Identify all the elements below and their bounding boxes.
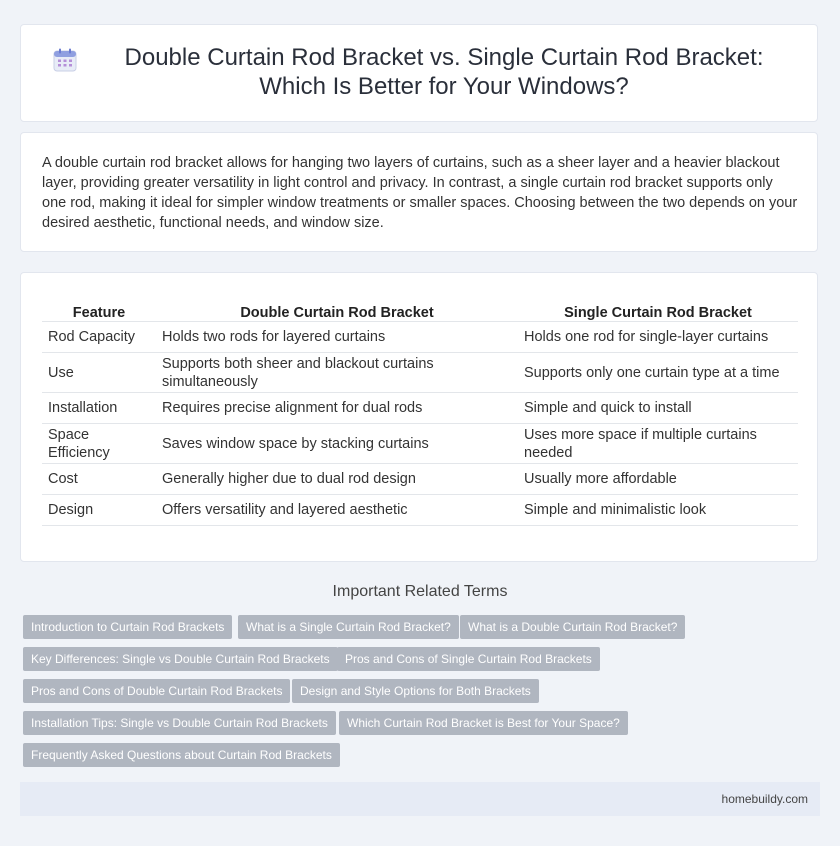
table-cell: Design (42, 495, 156, 526)
page-title: Double Curtain Rod Bracket vs. Single Curtain Rod Bracket: Which Is Better for Your Windows? (124, 44, 764, 100)
tag-pros-cons-single[interactable]: Pros and Cons of Single Curtain Rod Brackets (337, 647, 600, 671)
tag-double-definition[interactable]: What is a Double Curtain Rod Bracket? (460, 615, 685, 639)
tag-introduction[interactable]: Introduction to Curtain Rod Brackets (23, 615, 232, 639)
table-row (42, 353, 798, 393)
table-cell: Supports both sheer and blackout curtains simultaneously (156, 353, 518, 393)
table-row (42, 464, 798, 495)
tag-pros-cons-double[interactable]: Pros and Cons of Double Curtain Rod Brackets (23, 679, 290, 703)
table-cell: Space Efficiency (42, 424, 156, 464)
table-cell: Simple and quick to install (518, 393, 798, 424)
comparison-card (20, 272, 818, 562)
tag-faq[interactable]: Frequently Asked Questions about Curtain Rod Brackets (23, 743, 340, 767)
table-cell: Requires precise alignment for dual rods (156, 393, 518, 424)
table-cell: Offers versatility and layered aesthetic (156, 495, 518, 526)
intro-paragraph: A double curtain rod bracket allows for hanging two layers of curtains, such as a sheer layer and a heavier blackout layer, providing greater versatility in light control and privacy. In contrast, a single curtain rod bracket supports only one rod, making it ideal for simpler window treatments or smaller spaces. Choosing between the two depends on your desired aesthetic, functional needs, and window size. (42, 155, 798, 231)
tag-design-style[interactable]: Design and Style Options for Both Brackets (292, 679, 539, 703)
table-cell: Uses more space if multiple curtains needed (518, 424, 798, 464)
table-cell: Generally higher due to dual rod design (156, 464, 518, 495)
footer (20, 782, 820, 816)
table-cell: Usually more affordable (518, 464, 798, 495)
comparison-table (42, 295, 798, 526)
header-double: Double Curtain Rod Bracket (156, 295, 518, 322)
table-cell: Cost (42, 464, 156, 495)
table-cell: Rod Capacity (42, 322, 156, 353)
related-terms-title: Important Related Terms (332, 583, 508, 600)
tag-installation-tips[interactable]: Installation Tips: Single vs Double Curtain Rod Brackets (23, 711, 336, 735)
table-row (42, 322, 798, 353)
header-single: Single Curtain Rod Bracket (518, 295, 798, 322)
table-cell: Supports only one curtain type at a time (518, 353, 798, 393)
tag-key-differences[interactable]: Key Differences: Single vs Double Curtain Rod Brackets (23, 647, 338, 671)
table-cell: Holds one rod for single-layer curtains (518, 322, 798, 353)
tag-best-for-space[interactable]: Which Curtain Rod Bracket is Best for Your Space? (339, 711, 628, 735)
header-feature: Feature (42, 295, 156, 322)
tag-single-definition[interactable]: What is a Single Curtain Rod Bracket? (238, 615, 459, 639)
intro-card (20, 132, 818, 252)
table-cell: Installation (42, 393, 156, 424)
table-cell: Holds two rods for layered curtains (156, 322, 518, 353)
table-header-row (42, 295, 798, 322)
table-cell: Saves window space by stacking curtains (156, 424, 518, 464)
table-row (42, 393, 798, 424)
header-card (20, 24, 818, 122)
footer-site[interactable]: homebuildy.com (721, 792, 808, 806)
table-row (42, 424, 798, 464)
table-cell: Simple and minimalistic look (518, 495, 798, 526)
table-cell: Use (42, 353, 156, 393)
calendar-icon (52, 47, 78, 73)
table-row (42, 495, 798, 526)
